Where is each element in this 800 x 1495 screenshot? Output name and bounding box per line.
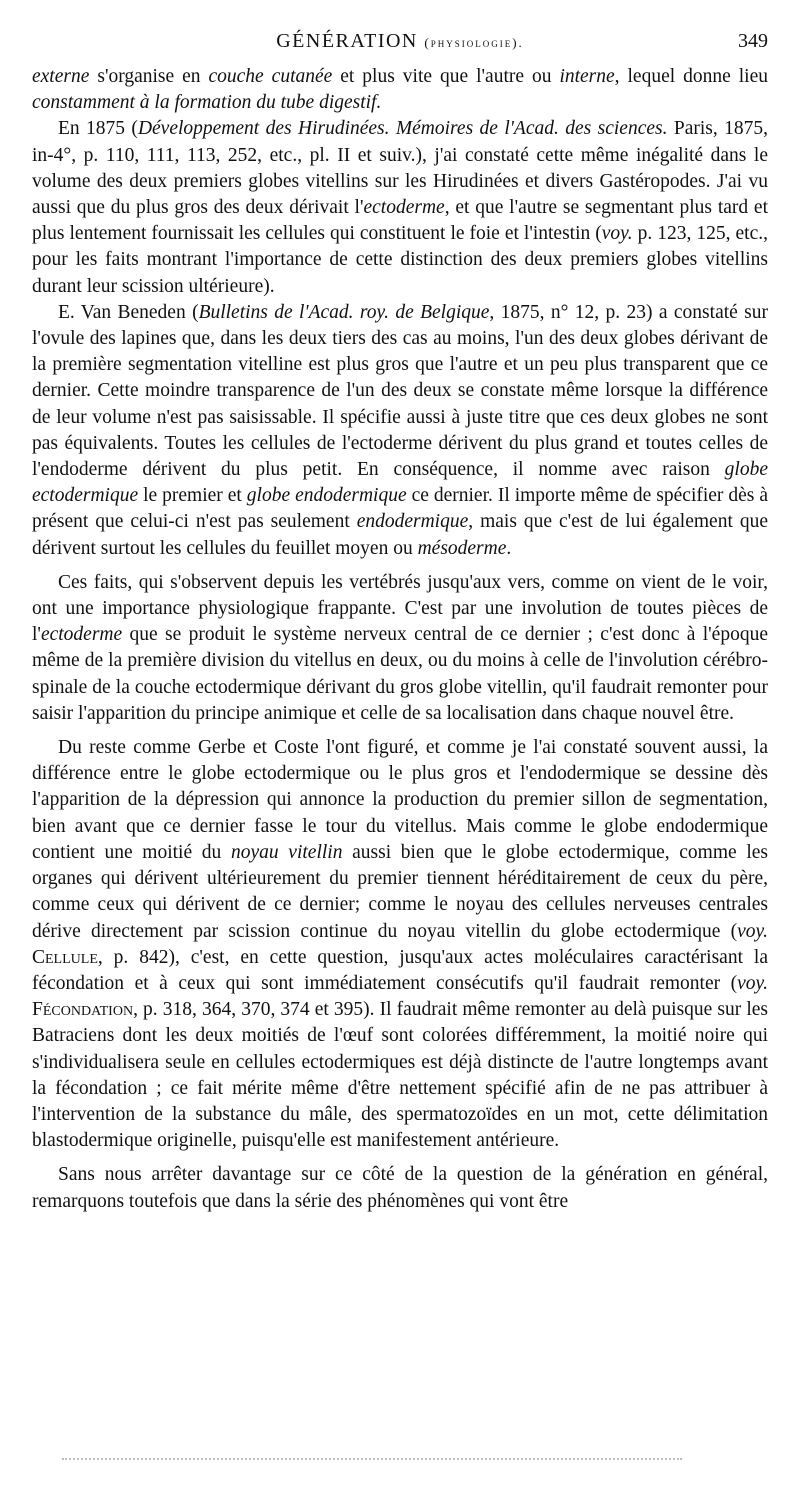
text-run: p. 123, 125, etc., pour les faits montrant l'importance de cette distinction des deux premiers globes vitellins durant leur scission ultérieure). xyxy=(32,223,768,297)
footer-rule xyxy=(62,1458,682,1460)
italic-run: endodermique xyxy=(356,511,469,533)
text-run: Du reste comme Gerbe et Coste l'ont figuré, et comme je l'ai constaté souvent aussi, la différence entre le globe ectodermique ou le plus gros et l'endodermique se dessine dès l'apparition de la dépression qui annonce la production du premier sillon de segmentation, bien avant que ce dernier fasse le tour du vitellus. Mais comme le globe endodermique contient une moitié du xyxy=(32,737,768,863)
paragraph-conclusion xyxy=(32,1162,768,1214)
small-caps-run: Fécondation xyxy=(32,999,134,1021)
paragraph-involution xyxy=(32,570,768,727)
text-run: Ces faits, qui s'observent depuis les vertébrés jusqu'aux vers, comme on vient de le voir, ont une importance physiologique frappante. C'est par une involution de toutes pièces de l' xyxy=(32,571,768,646)
paragraph-van-beneden xyxy=(32,300,768,562)
text-run: Sans nous arrêter davantage sur ce côté de la question de la génération en général, remarquons toutefois que dans la série des phénomènes qui vont être xyxy=(32,1164,768,1212)
text-run: , p. 318, 364, 370, 374 et 395). Il faudrait même remonter au delà puisque sur les Batraciens dont les deux moitiés de l'œuf sont colorées différemment, la moitié noire qui s'individualisera seule en cellules ectodermiques est déjà distincte de l'autre longtemps avant la fécondation ; ce fait mérite même d'être nettement spécifié afin de ne pas attribuer à l'intervention de la substance du mâle, des spermatozoïdes en un mot, cette délimitation blastodermique originelle, puisqu'elle est manifestement antérieure. xyxy=(32,999,768,1152)
text-run: ce dernier. Il importe même de spécifier dès à présent que celui-ci n'est pas seulement xyxy=(32,485,768,533)
text-run: aussi bien que le globe ectodermique, comme les organes qui dérivent ultérieurement du premier tiennent héréditairement de ceux du père, comme ceux qui dérivent de ce dernier; comme le noyau des cellules nerveuses centrales dérive directement par scission continue du noyau vitellin du globe ectodermique ( xyxy=(32,841,768,942)
paragraph-continued xyxy=(32,64,768,116)
text-run: , lequel donne lieu xyxy=(614,66,768,87)
small-caps-run: Cellule xyxy=(32,946,98,968)
running-title-main: GÉNÉRATION xyxy=(276,30,418,52)
paragraph-gerbe-coste xyxy=(32,735,768,1154)
text-run: que se produit le système nerveux central de ce dernier ; c'est donc à l'époque même de la première division du vitellus en deux, ou du moins à celle de l'involution cérébro-spinale de la couche ectodermique dérivant du gros globe vitellin, qu'il faudrait remonter pour saisir l'apparition du principe animique et celle de sa localisation dans chaque nouvel être. xyxy=(32,624,768,724)
italic-run: externe xyxy=(32,66,90,87)
text-run: , et que l'autre se segmentant plus tard et plus lentement fournissait les cellules qui constituent le foie et l'intestin ( xyxy=(32,197,768,245)
text-run: s'organise en xyxy=(89,66,209,87)
italic-run: voy. xyxy=(737,972,768,994)
text-run: . xyxy=(506,537,512,559)
italic-run: constamment à la formation du tube digestif. xyxy=(32,92,382,114)
italic-run: Développement des Hirudinées. Mémoires de l'Acad. des sciences. xyxy=(137,118,668,140)
italic-run: voy. xyxy=(601,223,633,245)
italic-run: globe endodermique xyxy=(246,485,407,507)
text-run: et plus vite que l'autre ou xyxy=(332,66,560,87)
body-text xyxy=(32,64,768,1215)
italic-run: ectoderme xyxy=(363,197,445,219)
text-run: , mais que c'est de lui également que dérivent surtout les cellules du feuillet moyen ou xyxy=(32,511,768,559)
italic-run: Bulletins de l'Acad. roy. de Belgique xyxy=(198,301,490,323)
running-title xyxy=(32,30,768,53)
text-run: Paris, 1875, in-4°, p. 110, 111, 113, 252, etc., pl. II et suiv.), j'ai constaté cette même inégalité dans le volume des deux premiers globes vitellins sur les Hirudinées et divers Gastéropodes. J'ai vu aussi que du plus gros des deux dérivait l' xyxy=(32,118,769,219)
running-header xyxy=(32,30,768,60)
text-run: , p. 842), c'est, en cette question, jusqu'aux actes moléculaires caractérisant la fécondation et à ceux qui sont immédiatement consécutifs qu'il faudrait remonter ( xyxy=(32,946,768,994)
italic-run: couche cutanée xyxy=(208,66,333,87)
text-run: En 1875 ( xyxy=(58,118,138,140)
text-run: le premier et xyxy=(138,485,247,507)
running-title-sub: (physiologie). xyxy=(424,35,524,50)
italic-run: globe ectodermique xyxy=(32,459,768,507)
italic-run: interne xyxy=(559,66,615,87)
text-run: , 1875, n° 12, p. 23) a constaté sur l'ovule des lapines que, dans les deux tiers des cas au moins, l'un des deux globes dérivant de la première segmentation vitelline est plus gros que l'autre et un peu plus transparent que ce dernier. Cette moindre transparence de l'un des deux se constate même lorsque la différence de leur volume n'est pas saisissable. Il spécifie aussi à juste titre que ces deux globes ne sont pas équivalents. Toutes les cellules de l'ectoderme dérivent du plus grand et toutes celles de l'endoderme dérivent du plus petit. En conséquence, il nomme avec raison xyxy=(32,301,768,481)
italic-run: noyau vitellin xyxy=(230,841,343,863)
text-run: E. Van Beneden ( xyxy=(58,301,199,323)
page-number: 349 xyxy=(738,30,768,52)
italic-run: mésoderme xyxy=(417,537,507,559)
paragraph-hirudinees xyxy=(32,116,768,299)
italic-run: voy. xyxy=(737,920,768,942)
italic-run: ectoderme xyxy=(40,624,123,646)
